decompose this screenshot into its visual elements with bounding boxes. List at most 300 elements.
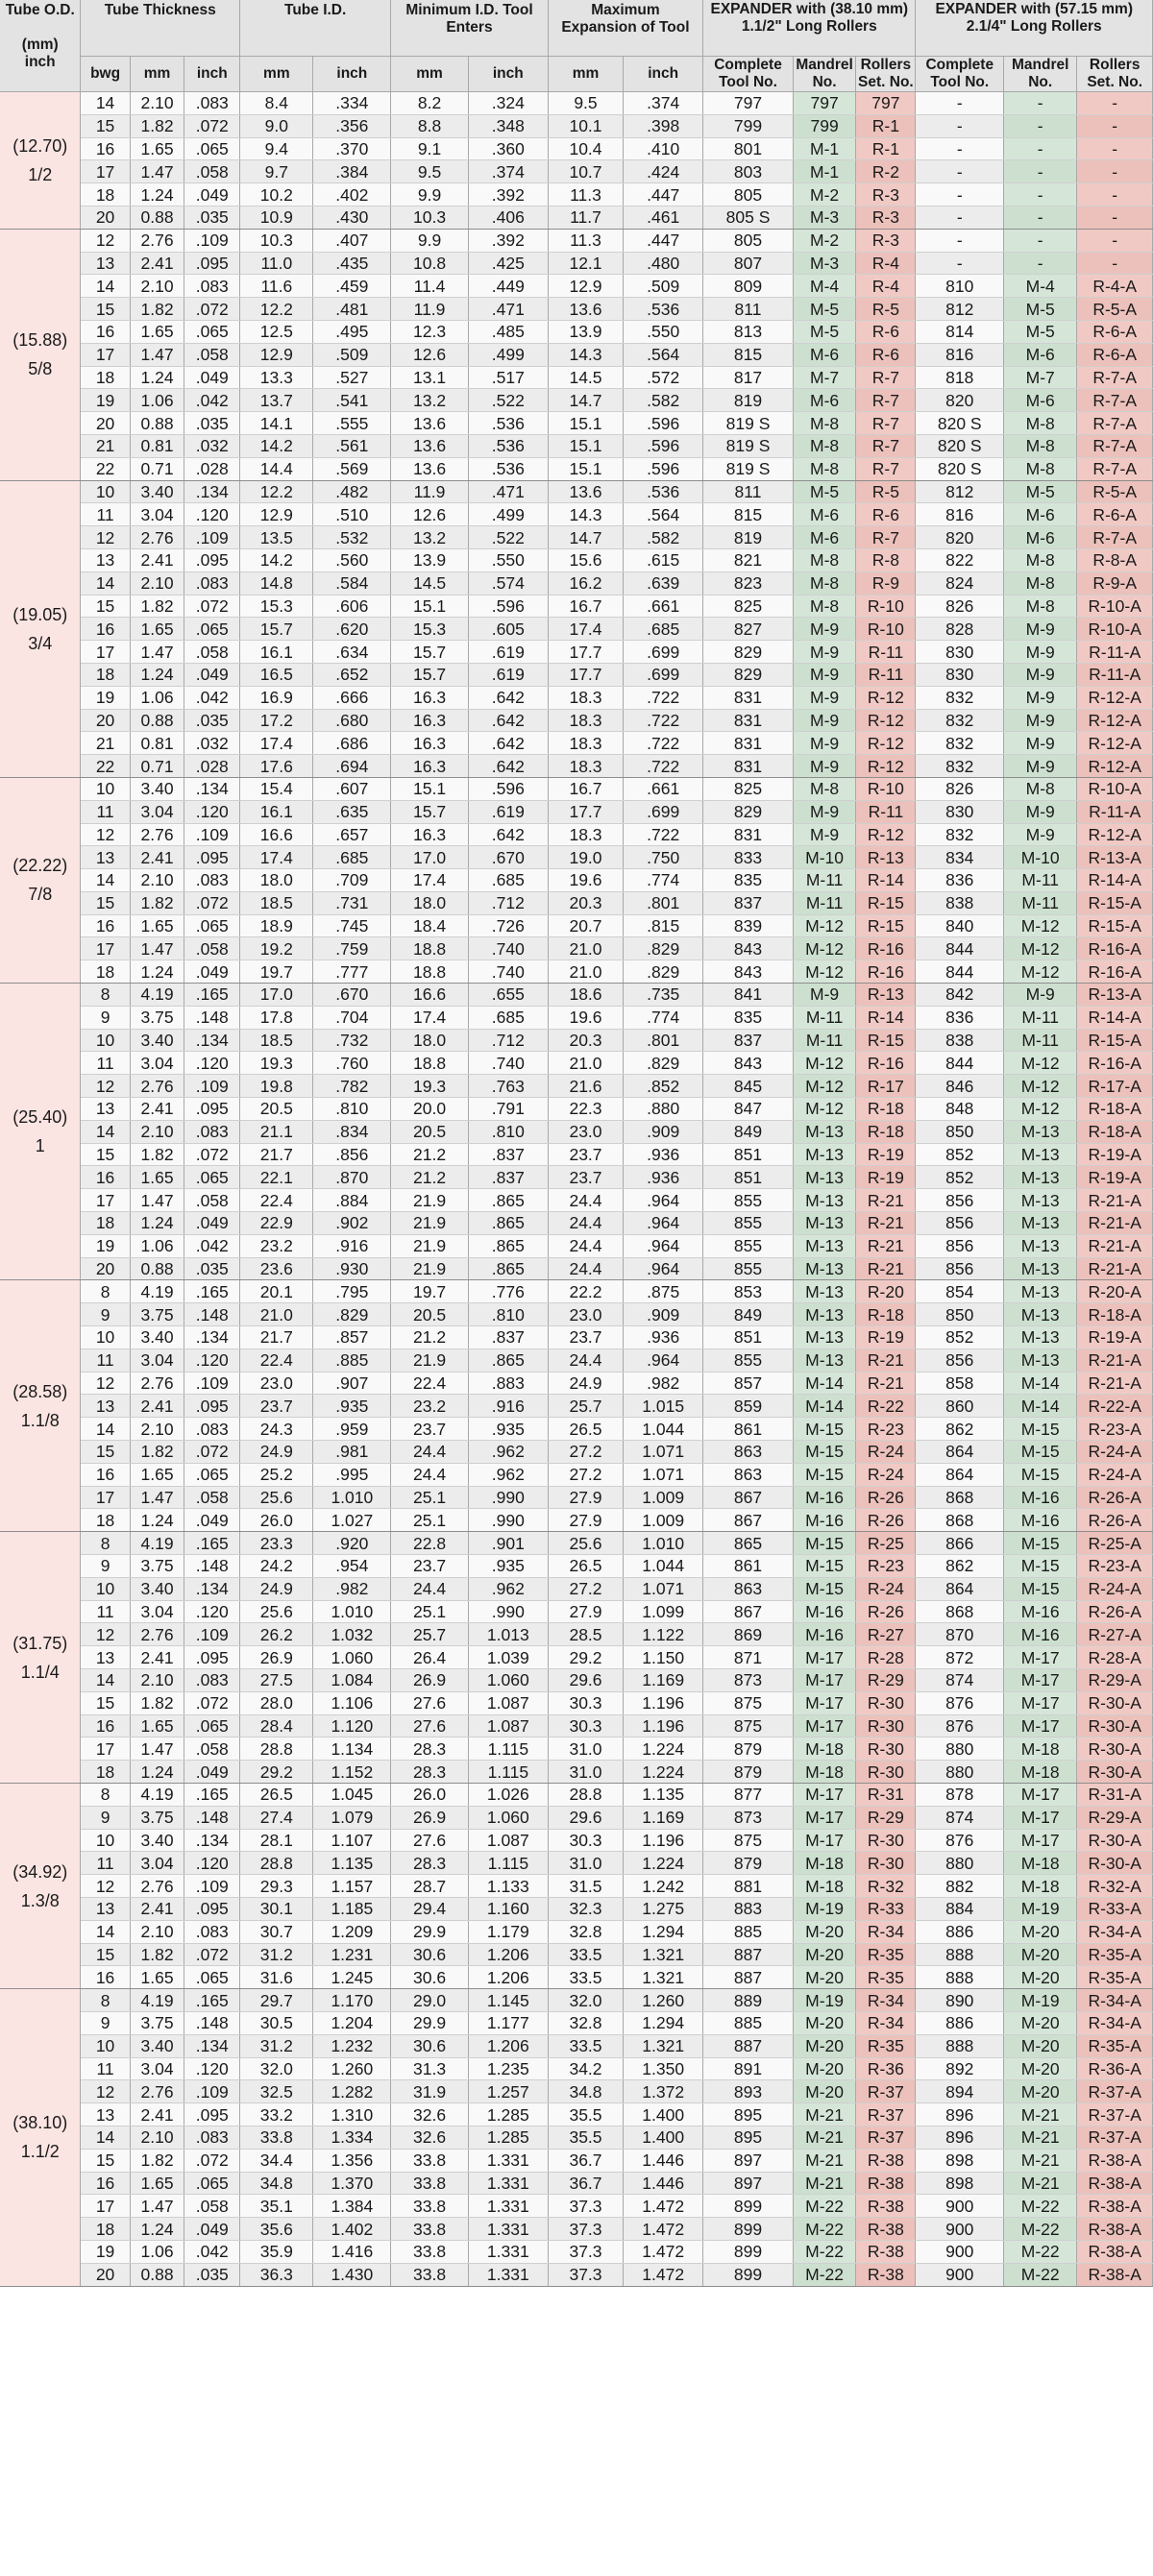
- cell-max-mm: 28.8: [548, 1783, 624, 1806]
- cell-complete-tool-1: 861: [703, 1555, 794, 1578]
- cell-bwg: 8: [81, 1989, 130, 2012]
- cell-mandrel-2: M-11: [1004, 1029, 1077, 1052]
- cell-bwg: 17: [81, 1189, 130, 1212]
- cell-bwg: 15: [81, 595, 130, 618]
- cell-min-mm: 12.6: [391, 343, 469, 366]
- cell-mandrel-2: M-15: [1004, 1463, 1077, 1486]
- cell-complete-tool-1: 843: [703, 960, 794, 984]
- cell-thk-mm: 4.19: [130, 1783, 184, 1806]
- cell-min-inch: .392: [468, 229, 548, 252]
- cell-rollers-2: R-10-A: [1077, 595, 1153, 618]
- cell-id-inch: 1.185: [313, 1897, 391, 1920]
- cell-complete-tool-2: -: [916, 114, 1004, 137]
- cell-id-mm: 25.6: [240, 1600, 313, 1623]
- cell-complete-tool-1: 815: [703, 343, 794, 366]
- cell-min-inch: .392: [468, 183, 548, 207]
- cell-mandrel-1: M-17: [793, 1806, 855, 1829]
- table-row: [0, 1829, 1153, 1852]
- cell-complete-tool-2: 822: [916, 548, 1004, 571]
- cell-min-inch: 1.331: [468, 2172, 548, 2195]
- cell-min-inch: .670: [468, 846, 548, 869]
- cell-min-mm: 21.2: [391, 1166, 469, 1189]
- cell-complete-tool-1: 873: [703, 1806, 794, 1829]
- cell-max-inch: .536: [624, 298, 703, 321]
- cell-thk-mm: 2.76: [130, 1075, 184, 1098]
- cell-complete-tool-1: 863: [703, 1441, 794, 1464]
- cell-thk-inch: .035: [184, 709, 240, 732]
- cell-thk-mm: 1.06: [130, 686, 184, 709]
- table-row: [0, 1577, 1153, 1600]
- cell-id-mm: 19.3: [240, 1052, 313, 1075]
- cell-id-mm: 23.3: [240, 1532, 313, 1555]
- cell-max-inch: .722: [624, 686, 703, 709]
- cell-mandrel-2: M-9: [1004, 823, 1077, 846]
- cell-complete-tool-1: 857: [703, 1372, 794, 1395]
- cell-bwg: 13: [81, 1395, 130, 1418]
- cell-min-inch: .619: [468, 663, 548, 686]
- cell-id-mm: 31.6: [240, 1966, 313, 1989]
- cell-rollers-1: R-35: [856, 1966, 916, 1989]
- cell-rollers-2: -: [1077, 252, 1153, 275]
- cell-min-mm: 9.9: [391, 229, 469, 252]
- tube-od-inch: 1.3/8: [20, 1890, 60, 1910]
- cell-mandrel-2: M-12: [1004, 1052, 1077, 1075]
- cell-id-inch: .620: [313, 618, 391, 641]
- cell-complete-tool-2: 864: [916, 1441, 1004, 1464]
- cell-min-mm: 21.9: [391, 1189, 469, 1212]
- cell-complete-tool-1: 893: [703, 2080, 794, 2103]
- cell-bwg: 9: [81, 1806, 130, 1829]
- cell-max-mm: 29.6: [548, 1668, 624, 1691]
- cell-rollers-1: R-4: [856, 275, 916, 298]
- cell-thk-inch: .035: [184, 412, 240, 435]
- cell-rollers-2: R-19-A: [1077, 1143, 1153, 1166]
- cell-complete-tool-1: 899: [703, 2218, 794, 2241]
- cell-id-inch: 1.045: [313, 1783, 391, 1806]
- cell-thk-mm: 0.88: [130, 412, 184, 435]
- cell-max-mm: 14.7: [548, 526, 624, 549]
- cell-max-inch: .774: [624, 869, 703, 892]
- cell-complete-tool-1: 897: [703, 2149, 794, 2172]
- cell-complete-tool-1: 855: [703, 1349, 794, 1372]
- cell-max-mm: 27.2: [548, 1441, 624, 1464]
- cell-mandrel-1: M-14: [793, 1372, 855, 1395]
- tube-od-cell: [0, 480, 81, 777]
- cell-max-mm: 35.5: [548, 2126, 624, 2149]
- cell-min-mm: 14.5: [391, 571, 469, 595]
- cell-complete-tool-2: 832: [916, 823, 1004, 846]
- cell-thk-mm: 1.82: [130, 595, 184, 618]
- table-row: [0, 1989, 1153, 2012]
- cell-min-mm: 20.0: [391, 1098, 469, 1121]
- cell-mandrel-2: -: [1004, 206, 1077, 229]
- cell-thk-inch: .072: [184, 114, 240, 137]
- cell-rollers-1: R-5: [856, 298, 916, 321]
- cell-id-mm: 24.3: [240, 1418, 313, 1441]
- cell-min-inch: 1.331: [468, 2263, 548, 2286]
- cell-mandrel-1: M-16: [793, 1600, 855, 1623]
- cell-max-inch: 1.446: [624, 2149, 703, 2172]
- table-row: [0, 1966, 1153, 1989]
- tube-od-inch: 3/4: [28, 633, 53, 653]
- cell-id-inch: .995: [313, 1463, 391, 1486]
- cell-mandrel-1: M-7: [793, 366, 855, 389]
- cell-max-mm: 23.7: [548, 1166, 624, 1189]
- cell-id-inch: 1.120: [313, 1714, 391, 1738]
- cell-max-inch: 1.294: [624, 1920, 703, 1943]
- cell-id-mm: 34.4: [240, 2149, 313, 2172]
- cell-id-mm: 15.7: [240, 618, 313, 641]
- cell-id-mm: 21.7: [240, 1326, 313, 1349]
- cell-max-mm: 18.3: [548, 732, 624, 755]
- cell-thk-inch: .134: [184, 777, 240, 800]
- cell-thk-inch: .148: [184, 2011, 240, 2034]
- cell-max-mm: 14.5: [548, 366, 624, 389]
- cell-id-inch: .685: [313, 846, 391, 869]
- cell-rollers-1: R-30: [856, 1714, 916, 1738]
- cell-thk-mm: 2.76: [130, 229, 184, 252]
- cell-mandrel-1: M-9: [793, 686, 855, 709]
- cell-thk-inch: .065: [184, 1463, 240, 1486]
- cell-mandrel-2: M-13: [1004, 1143, 1077, 1166]
- cell-max-mm: 30.3: [548, 1714, 624, 1738]
- cell-complete-tool-1: 803: [703, 160, 794, 183]
- cell-thk-inch: .028: [184, 755, 240, 778]
- cell-min-inch: 1.206: [468, 2034, 548, 2057]
- cell-bwg: 16: [81, 1966, 130, 1989]
- cell-mandrel-1: M-13: [793, 1349, 855, 1372]
- cell-rollers-2: R-10-A: [1077, 618, 1153, 641]
- cell-max-mm: 28.5: [548, 1623, 624, 1646]
- cell-complete-tool-2: 886: [916, 2011, 1004, 2034]
- table-row: [0, 571, 1153, 595]
- cell-max-mm: 18.3: [548, 823, 624, 846]
- cell-max-inch: .815: [624, 914, 703, 937]
- cell-mandrel-2: M-16: [1004, 1600, 1077, 1623]
- cell-bwg: 19: [81, 1234, 130, 1257]
- cell-complete-tool-2: 820: [916, 526, 1004, 549]
- cell-rollers-2: R-12-A: [1077, 732, 1153, 755]
- cell-mandrel-2: M-16: [1004, 1509, 1077, 1532]
- header-rollers-2: Rollers Set. No.: [1077, 57, 1153, 92]
- cell-mandrel-1: M-8: [793, 777, 855, 800]
- cell-max-inch: .722: [624, 732, 703, 755]
- cell-min-mm: 21.2: [391, 1143, 469, 1166]
- cell-bwg: 16: [81, 137, 130, 160]
- cell-bwg: 11: [81, 503, 130, 526]
- cell-thk-inch: .072: [184, 1143, 240, 1166]
- tube-od-mm: (25.40): [12, 1107, 68, 1128]
- cell-id-inch: 1.370: [313, 2172, 391, 2195]
- cell-id-mm: 36.3: [240, 2263, 313, 2286]
- tube-od-mm: (38.10): [12, 2113, 68, 2133]
- cell-min-mm: 28.3: [391, 1761, 469, 1784]
- cell-max-mm: 13.6: [548, 480, 624, 503]
- cell-rollers-2: R-11-A: [1077, 663, 1153, 686]
- cell-thk-inch: .065: [184, 914, 240, 937]
- cell-min-mm: 33.8: [391, 2172, 469, 2195]
- cell-rollers-1: R-14: [856, 1006, 916, 1029]
- cell-complete-tool-1: 851: [703, 1326, 794, 1349]
- cell-mandrel-2: M-6: [1004, 389, 1077, 412]
- cell-min-mm: 13.6: [391, 412, 469, 435]
- cell-thk-mm: 0.88: [130, 709, 184, 732]
- cell-complete-tool-2: 850: [916, 1120, 1004, 1143]
- cell-thk-inch: .058: [184, 160, 240, 183]
- cell-bwg: 20: [81, 709, 130, 732]
- cell-max-inch: .801: [624, 891, 703, 914]
- cell-mandrel-1: M-17: [793, 1829, 855, 1852]
- cell-mandrel-1: M-5: [793, 320, 855, 343]
- cell-rollers-1: R-38: [856, 2263, 916, 2286]
- cell-id-inch: .732: [313, 1029, 391, 1052]
- cell-rollers-1: R-38: [856, 2195, 916, 2218]
- cell-id-mm: 26.9: [240, 1646, 313, 1669]
- cell-complete-tool-2: 880: [916, 1738, 1004, 1761]
- cell-complete-tool-2: 816: [916, 343, 1004, 366]
- cell-max-inch: .398: [624, 114, 703, 137]
- table-row: [0, 1646, 1153, 1669]
- cell-complete-tool-1: 805 S: [703, 206, 794, 229]
- tube-od-inch: 1.1/8: [20, 1410, 60, 1430]
- cell-rollers-1: R-1: [856, 137, 916, 160]
- cell-thk-mm: 1.65: [130, 1166, 184, 1189]
- cell-thk-mm: 4.19: [130, 1280, 184, 1303]
- cell-min-inch: 1.013: [468, 1623, 548, 1646]
- cell-max-inch: .774: [624, 1006, 703, 1029]
- cell-id-inch: .935: [313, 1395, 391, 1418]
- cell-min-mm: 23.7: [391, 1418, 469, 1441]
- cell-rollers-1: R-24: [856, 1441, 916, 1464]
- cell-bwg: 22: [81, 755, 130, 778]
- cell-rollers-2: R-35-A: [1077, 2034, 1153, 2057]
- cell-rollers-1: R-16: [856, 960, 916, 984]
- table-row: [0, 1623, 1153, 1646]
- cell-rollers-2: R-27-A: [1077, 1623, 1153, 1646]
- cell-bwg: 16: [81, 2172, 130, 2195]
- cell-id-inch: 1.157: [313, 1875, 391, 1898]
- cell-thk-mm: 0.88: [130, 206, 184, 229]
- cell-bwg: 16: [81, 1166, 130, 1189]
- cell-id-inch: .670: [313, 984, 391, 1007]
- cell-max-mm: 31.5: [548, 1875, 624, 1898]
- tube-od-cell: [0, 984, 81, 1280]
- cell-min-inch: .685: [468, 869, 548, 892]
- table-row: [0, 800, 1153, 823]
- cell-bwg: 20: [81, 412, 130, 435]
- cell-mandrel-2: M-13: [1004, 1280, 1077, 1303]
- cell-thk-inch: .049: [184, 366, 240, 389]
- cell-mandrel-1: M-8: [793, 434, 855, 457]
- cell-rollers-2: -: [1077, 229, 1153, 252]
- table-row: [0, 206, 1153, 229]
- cell-id-mm: 35.9: [240, 2240, 313, 2263]
- cell-min-inch: .935: [468, 1418, 548, 1441]
- cell-min-inch: .935: [468, 1555, 548, 1578]
- cell-bwg: 8: [81, 1280, 130, 1303]
- header-mandrel-2: Mandrel No.: [1004, 57, 1077, 92]
- header-tube-od-label: Tube O.D.: [5, 2, 75, 18]
- cell-id-inch: .834: [313, 1120, 391, 1143]
- cell-complete-tool-1: 805: [703, 183, 794, 207]
- cell-complete-tool-1: 855: [703, 1257, 794, 1280]
- cell-id-mm: 26.2: [240, 1623, 313, 1646]
- cell-min-inch: 1.026: [468, 1783, 548, 1806]
- cell-rollers-1: R-4: [856, 252, 916, 275]
- cell-bwg: 10: [81, 1829, 130, 1852]
- table-row: [0, 2172, 1153, 2195]
- cell-complete-tool-2: -: [916, 206, 1004, 229]
- cell-rollers-2: -: [1077, 92, 1153, 115]
- cell-min-inch: .883: [468, 1372, 548, 1395]
- table-row: [0, 434, 1153, 457]
- table-row: [0, 1303, 1153, 1326]
- cell-min-inch: .990: [468, 1486, 548, 1509]
- cell-mandrel-1: M-16: [793, 1509, 855, 1532]
- table-row: [0, 92, 1153, 115]
- header-od-mm: (mm): [21, 36, 59, 53]
- cell-max-inch: .875: [624, 1280, 703, 1303]
- cell-rollers-2: R-24-A: [1077, 1577, 1153, 1600]
- cell-mandrel-2: M-5: [1004, 480, 1077, 503]
- cell-rollers-1: R-11: [856, 663, 916, 686]
- tube-od-inch: 5/8: [28, 359, 53, 379]
- cell-max-mm: 24.4: [548, 1189, 624, 1212]
- cell-max-mm: 10.1: [548, 114, 624, 137]
- cell-thk-mm: 1.47: [130, 160, 184, 183]
- cell-id-inch: .981: [313, 1441, 391, 1464]
- cell-mandrel-1: M-15: [793, 1463, 855, 1486]
- cell-rollers-1: R-26: [856, 1486, 916, 1509]
- cell-max-inch: .964: [624, 1234, 703, 1257]
- cell-max-inch: 1.224: [624, 1852, 703, 1875]
- tube-od-inch: 1/2: [28, 164, 53, 184]
- cell-max-mm: 10.4: [548, 137, 624, 160]
- cell-max-mm: 20.3: [548, 891, 624, 914]
- cell-thk-inch: .042: [184, 2240, 240, 2263]
- cell-thk-inch: .109: [184, 526, 240, 549]
- cell-rollers-2: R-13-A: [1077, 984, 1153, 1007]
- cell-thk-mm: 1.82: [130, 2149, 184, 2172]
- cell-id-inch: .759: [313, 937, 391, 960]
- cell-thk-inch: .065: [184, 320, 240, 343]
- cell-complete-tool-2: 852: [916, 1166, 1004, 1189]
- cell-thk-inch: .134: [184, 1577, 240, 1600]
- cell-complete-tool-1: 799: [703, 114, 794, 137]
- cell-mandrel-2: M-11: [1004, 1006, 1077, 1029]
- cell-bwg: 10: [81, 2034, 130, 2057]
- cell-mandrel-1: M-3: [793, 206, 855, 229]
- tube-od-cell: [0, 1532, 81, 1784]
- cell-max-inch: .699: [624, 800, 703, 823]
- cell-mandrel-2: M-8: [1004, 434, 1077, 457]
- cell-complete-tool-2: 856: [916, 1189, 1004, 1212]
- cell-min-mm: 10.3: [391, 206, 469, 229]
- cell-mandrel-2: M-13: [1004, 1120, 1077, 1143]
- cell-id-mm: 21.7: [240, 1143, 313, 1166]
- cell-id-inch: .541: [313, 389, 391, 412]
- cell-id-inch: .356: [313, 114, 391, 137]
- cell-min-mm: 28.3: [391, 1738, 469, 1761]
- cell-rollers-2: R-34-A: [1077, 1920, 1153, 1943]
- cell-max-mm: 18.3: [548, 709, 624, 732]
- cell-complete-tool-2: 896: [916, 2126, 1004, 2149]
- cell-thk-inch: .134: [184, 480, 240, 503]
- cell-thk-inch: .109: [184, 1623, 240, 1646]
- cell-complete-tool-1: 887: [703, 1966, 794, 1989]
- tube-od-mm: (19.05): [12, 604, 68, 624]
- cell-rollers-2: R-14-A: [1077, 869, 1153, 892]
- cell-mandrel-1: M-12: [793, 937, 855, 960]
- table-row: [0, 709, 1153, 732]
- cell-complete-tool-1: 807: [703, 252, 794, 275]
- cell-mandrel-1: M-17: [793, 1691, 855, 1714]
- cell-bwg: 18: [81, 1761, 130, 1784]
- cell-complete-tool-1: 873: [703, 1668, 794, 1691]
- table-row: [0, 2011, 1153, 2034]
- cell-id-mm: 17.6: [240, 755, 313, 778]
- cell-bwg: 19: [81, 686, 130, 709]
- table-row: [0, 663, 1153, 686]
- tube-od-inch: 1.1/4: [20, 1662, 60, 1682]
- cell-bwg: 14: [81, 869, 130, 892]
- cell-complete-tool-1: 895: [703, 2126, 794, 2149]
- cell-max-mm: 24.4: [548, 1257, 624, 1280]
- cell-thk-inch: .058: [184, 343, 240, 366]
- cell-id-inch: 1.032: [313, 1623, 391, 1646]
- cell-complete-tool-1: 825: [703, 595, 794, 618]
- cell-min-inch: .619: [468, 641, 548, 664]
- cell-min-inch: .550: [468, 548, 548, 571]
- table-row: [0, 1280, 1153, 1303]
- header-max-inch: inch: [624, 57, 703, 92]
- cell-min-inch: .522: [468, 389, 548, 412]
- header-max-mm: mm: [548, 57, 624, 92]
- cell-max-mm: 20.3: [548, 1029, 624, 1052]
- cell-rollers-1: R-7: [856, 434, 916, 457]
- cell-max-mm: 19.0: [548, 846, 624, 869]
- cell-complete-tool-1: 837: [703, 891, 794, 914]
- cell-min-inch: 1.060: [468, 1806, 548, 1829]
- cell-min-inch: .605: [468, 618, 548, 641]
- cell-thk-inch: .134: [184, 1829, 240, 1852]
- cell-complete-tool-2: 832: [916, 709, 1004, 732]
- cell-thk-inch: .083: [184, 571, 240, 595]
- cell-rollers-1: R-13: [856, 984, 916, 1007]
- cell-thk-mm: 3.75: [130, 1555, 184, 1578]
- cell-max-mm: 30.3: [548, 1829, 624, 1852]
- cell-id-inch: .709: [313, 869, 391, 892]
- cell-complete-tool-1: 855: [703, 1234, 794, 1257]
- cell-id-inch: .916: [313, 1234, 391, 1257]
- cell-thk-mm: 2.41: [130, 1897, 184, 1920]
- cell-min-mm: 16.3: [391, 732, 469, 755]
- cell-complete-tool-2: 876: [916, 1829, 1004, 1852]
- cell-complete-tool-2: 856: [916, 1257, 1004, 1280]
- cell-thk-inch: .134: [184, 2034, 240, 2057]
- cell-mandrel-2: M-5: [1004, 298, 1077, 321]
- table-row: [0, 1875, 1153, 1898]
- cell-min-inch: 1.160: [468, 1897, 548, 1920]
- cell-max-inch: 1.472: [624, 2195, 703, 2218]
- cell-mandrel-1: M-19: [793, 1989, 855, 2012]
- cell-thk-mm: 1.24: [130, 2218, 184, 2241]
- cell-rollers-1: R-10: [856, 618, 916, 641]
- cell-complete-tool-2: 844: [916, 960, 1004, 984]
- cell-id-mm: 30.1: [240, 1897, 313, 1920]
- cell-complete-tool-1: 853: [703, 1280, 794, 1303]
- cell-min-inch: .916: [468, 1395, 548, 1418]
